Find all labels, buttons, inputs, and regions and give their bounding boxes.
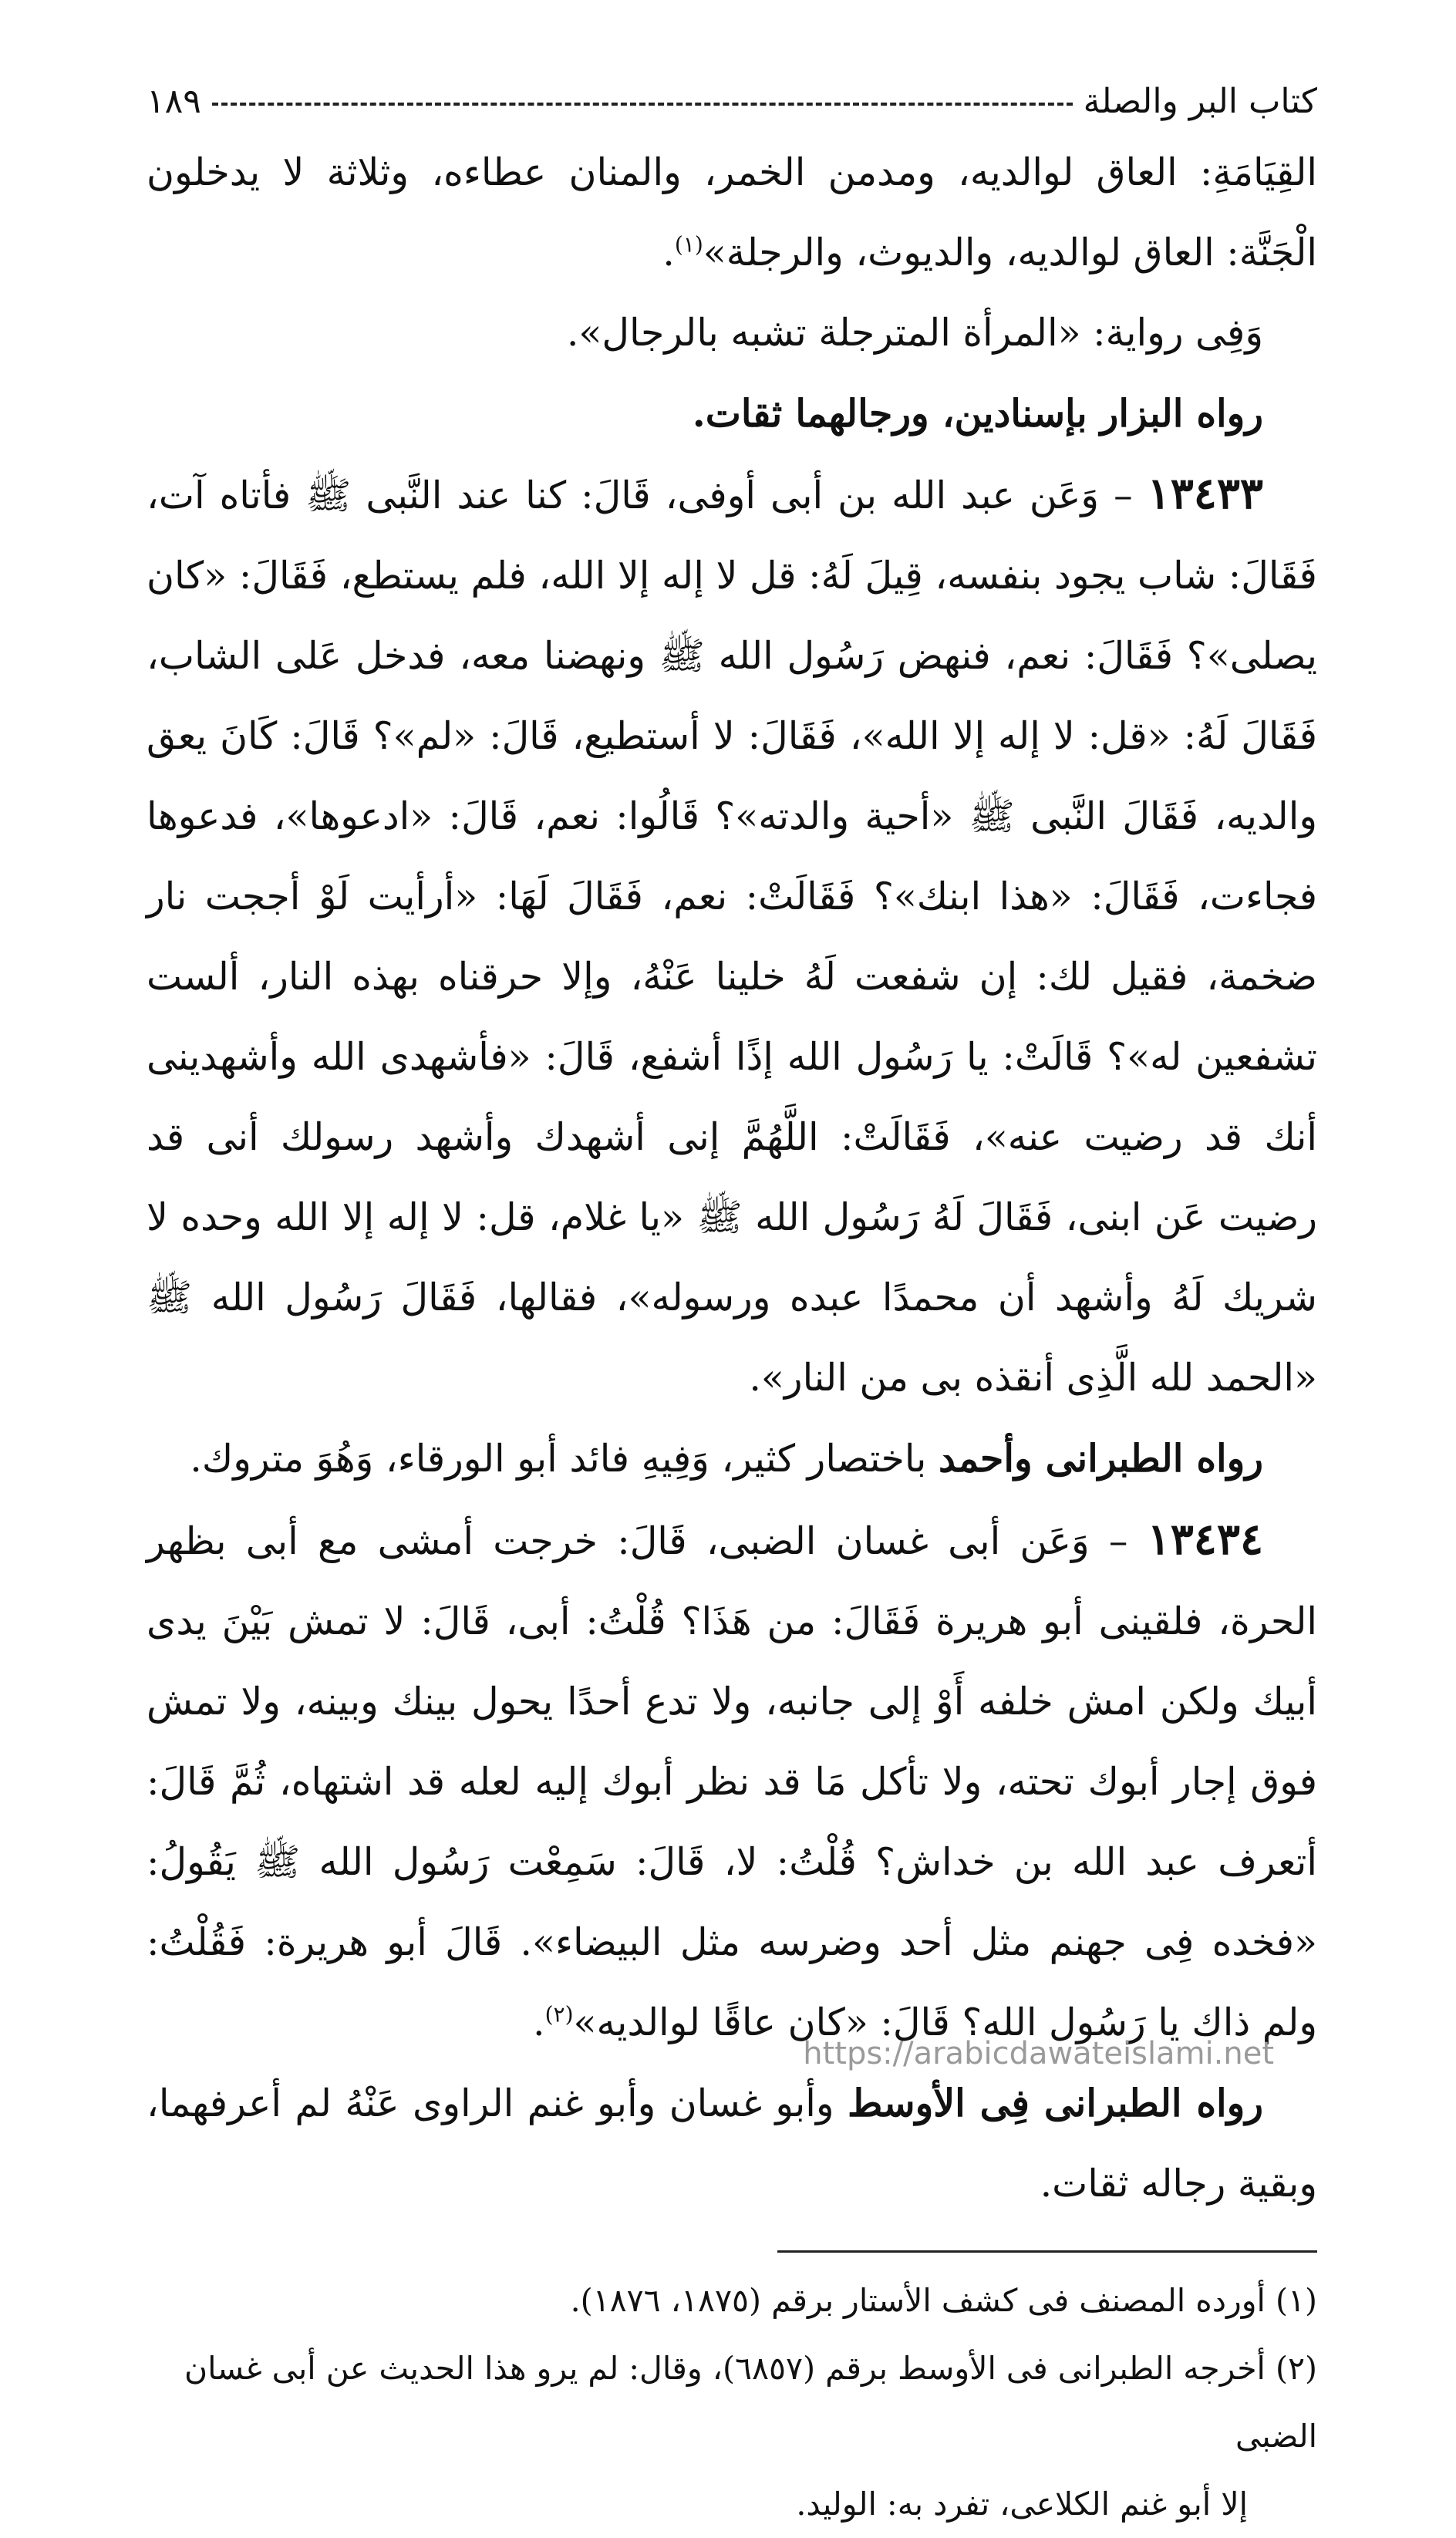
footnote-2-line-2: إلا أبو غنم الكلاعى، تفرد به: الوليد. xyxy=(796,2486,1248,2523)
footnote-separator xyxy=(777,2250,1317,2253)
text-span: القِيَامَةِ: العاق لوالديه، ومدمن الخمر، والمنان عطاءه، وثلاثة لا يدخلون الْجَنَّة: العاق لوالديه، والديوث، والرجلة» xyxy=(147,150,1317,275)
header-dashed-rule xyxy=(212,103,1073,106)
source-note: وأبو غسان وأبو غنم الراوى عَنْهُ لم أعرفهما، وبقية رجاله ثقات. xyxy=(147,2081,1317,2206)
running-header xyxy=(147,77,1317,126)
hadith-number: ١٣٤٣٣ xyxy=(1147,468,1263,519)
hadith-13433 xyxy=(147,453,1317,1418)
text-span: . xyxy=(533,2000,545,2044)
hadith-text: – وَعَن عبد الله بن أبى أوفى، قَالَ: كنا عند النَّبى ﷺ فأتاه آت، فَقَالَ: شاب يجود بنفسه، قِيلَ لَهُ: قل لا إله إلا الله، فلم يستطع، فَقَالَ: «كان يصلى»؟ فَقَالَ: نعم، فنهض رَسُول الله ﷺ ونهضنا معه، فدخل عَلى الشاب، فَقَالَ لَهُ: «قل: لا إله إلا الله»، فَقَالَ: لا أستطيع، قَالَ: «لم»؟ قَالَ: كَانَ يعق والديه، فَقَالَ النَّبى ﷺ «أحية والدته»؟ قَالُوا: نعم، قَالَ: «ادعوها»، فدعوها فجاءت، فَقَالَ: «هذا ابنك»؟ فَقَالَتْ: نعم، فَقَالَ لَهَا: «أرأيت لَوْ أججت نار ضخمة، فقيل لك: إن شفعت لَهُ خلينا عَنْهُ، وإلا حرقناه بهذه النار، ألست تشفعين له»؟ قَالَتْ: يا رَسُول الله إذًا أشفع، قَالَ: «فأشهدى الله وأشهدينى أنك قد رضيت عنه»، فَقَالَتْ: اللَّهُمَّ إنى أشهدك وأشهد رسولك أنى قد رضيت عَن ابنى، فَقَالَ لَهُ رَسُول الله ﷺ «يا غلام، قل: لا إله إلا الله وحده لا شريك لَهُ وأشهد أن محمدًا عبده ورسوله»، فقالها، فَقَالَ رَسُول الله ﷺ «الحمد لله الَّذِى أنقذه بى من النار». xyxy=(147,474,1317,1400)
footnote-2-line-1: (٢) أخرجه الطبرانى فى الأوسط برقم (٦٨٥٧)، وقال: لم يرو هذا الحديث عن أبى غسان الضبى xyxy=(184,2350,1317,2455)
paragraph-riwaya: وَفِى رواية: «المرأة المترجلة تشبه بالرجال». xyxy=(566,311,1263,355)
source-name: رواه الطبرانى وأحمد xyxy=(939,1436,1263,1481)
source-name: رواه الطبرانى فِى الأوسط xyxy=(848,2081,1263,2125)
footnote-marker-2: (٢) xyxy=(544,2001,574,2027)
footnote-marker-1: (١) xyxy=(674,231,703,258)
text-span: . xyxy=(662,231,675,275)
source-note: باختصار كثير، وَفِيهِ فائد أبو الورقاء، وَهُوَ متروك. xyxy=(190,1437,939,1481)
page-number: ١٨٩ xyxy=(147,82,201,121)
chapter-title: كتاب البر والصلة xyxy=(1083,82,1317,121)
main-text xyxy=(147,133,1317,2224)
paragraph-source-tabarani xyxy=(147,1418,1317,1499)
hadith-text: – وَعَن أبى غسان الضبى، قَالَ: خرجت أمشى مع أبى بظهر الحرة، فلقينى أبو هريرة فَقَالَ: من هَذَا؟ قُلْتُ: أبى، قَالَ: لا تمش بَيْنَ يدى أبيك ولكن امش خلفه أَوْ إلى جانبه، ولا تدع أحدًا يحول بينك وبينه، ولا تمش فوق إجار أبوك تحته، ولا تأكل مَا قد نظر أبوك إليه لعله قد اشتهاه، ثُمَّ قَالَ: أتعرف عبد الله بن خداش؟ قُلْتُ: لا، قَالَ: سَمِعْت رَسُول الله ﷺ يَقُولُ: «فخده فِى جهنم مثل أحد وضرسه مثل البيضاء». قَالَ أبو هريرة: فَقُلْتُ: ولم ذاك يا رَسُول الله؟ قَالَ: «كان عاقًا لوالديه» xyxy=(147,1519,1317,2044)
hadith-13434 xyxy=(147,1499,1317,2063)
paragraph-source-bazzar: رواه البزار بإسنادين، ورجالهما ثقات. xyxy=(692,391,1263,436)
paragraph-continuation xyxy=(147,133,1317,293)
watermark-url: https://arabicdawateislami.net xyxy=(803,2036,1274,2071)
footnotes xyxy=(147,2267,1317,2538)
footnote-1: (١) أورده المصنف فى كشف الأستار برقم (١٨٧٥، ١٨٧٦). xyxy=(570,2282,1317,2319)
hadith-number: ١٣٤٣٤ xyxy=(1147,1514,1264,1565)
paragraph-source-awsat xyxy=(147,2063,1317,2224)
